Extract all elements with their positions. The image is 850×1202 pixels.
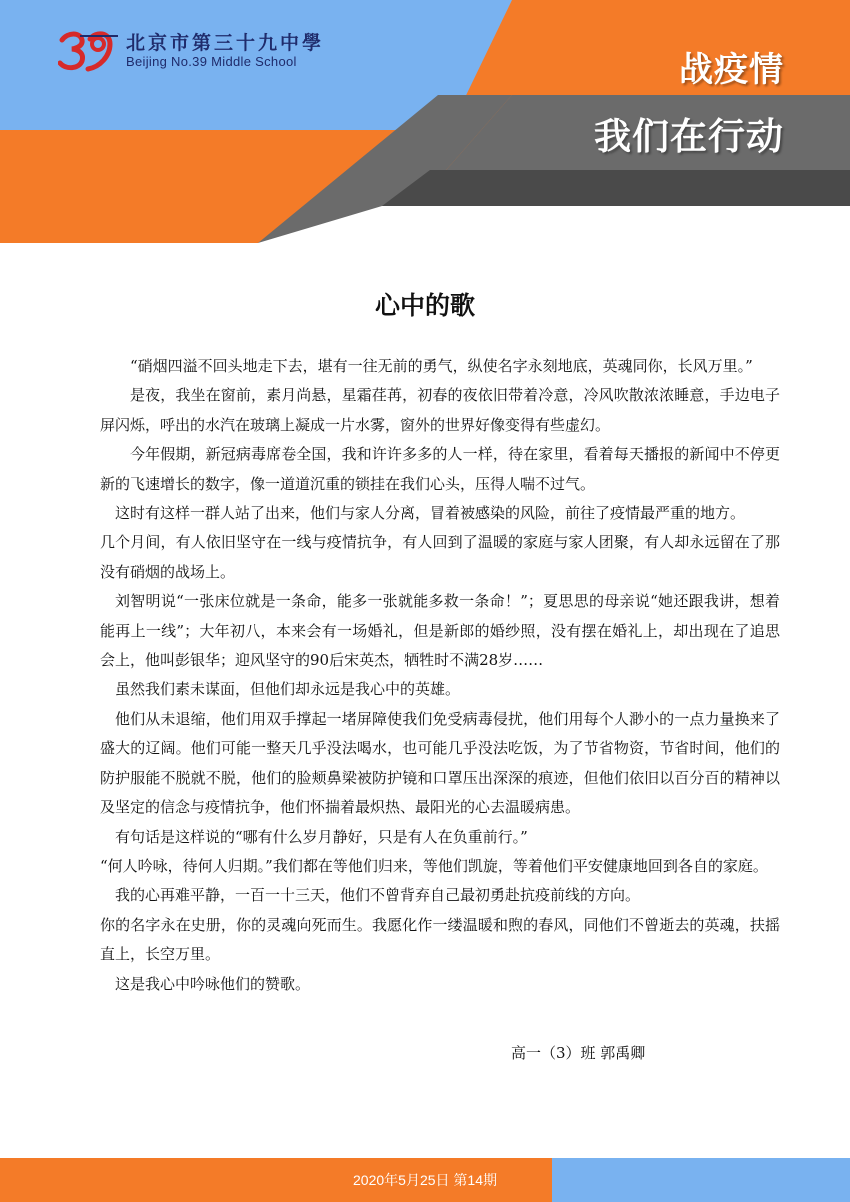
article-title: 心中的歌 bbox=[374, 291, 475, 320]
paragraph: 有句话是这样说的“哪有什么岁月静好，只是有人在负重前行。” bbox=[115, 827, 528, 846]
school-name-cn: 北京市第三十九中學 bbox=[126, 32, 325, 54]
paragraph: 是夜，我坐在窗前，素月尚悬，星霜荏苒，初春的夜依旧带着冷意，冷风吹散浓浓睡意，手边电子屏闪烁，呼出的水汽在玻璃上凝成一片水雾，窗外的世界好像变得有些虚幻。 bbox=[100, 386, 780, 434]
paragraph: 这时有这样一群人站了出来，他们与家人分离，冒着被感染的风险，前往了疫情最严重的地方。 bbox=[115, 504, 746, 523]
paragraph: 我的心再难平静，一百一十三天，他们不曾背弃自己最初勇赴抗疫前线的方向。 bbox=[115, 886, 641, 905]
school-emblem-icon bbox=[58, 30, 122, 72]
paragraph: “硝烟四溢不回头地走下去，堪有一往无前的勇气，纵使名字永刻地底，英魂同你，长风万里。” bbox=[130, 357, 753, 375]
school-name-en: Beijing No.39 Middle School bbox=[126, 54, 297, 69]
paragraph: 这是我心中吟咏他们的赞歌。 bbox=[115, 974, 311, 993]
author-signature: 高一（3）班 郭禹卿 bbox=[511, 1044, 646, 1062]
banner-title-line2: 我们在行动 bbox=[594, 115, 784, 158]
paragraph: 刘智明说“一张床位就是一条命，能多一张就能多救一条命！”；夏思思的母亲说“她还跟我讲，想着能再上一线”；大年初八，本来会有一场婚礼，但是新郎的婚纱照，没有摆在婚礼上，却出现在了追思会上，他叫彭银华；迎风坚守的90后宋英杰，牺牲时不满28岁…… bbox=[100, 592, 780, 670]
header-banner bbox=[0, 0, 850, 243]
article-body bbox=[100, 352, 780, 999]
paragraph: 虽然我们素未谋面，但他们却永远是我心中的英雄。 bbox=[115, 680, 461, 699]
paragraph: 几个月间，有人依旧坚守在一线与疫情抗争，有人回到了温暖的家庭与家人团聚，有人却永远留在了那没有硝烟的战场上。 bbox=[100, 533, 780, 581]
school-logo bbox=[58, 30, 324, 72]
header-dark-band bbox=[382, 170, 850, 206]
paragraph: “何人吟咏，待何人归期。”我们都在等他们归来，等他们凯旋，等着他们平安健康地回到各自的家庭。 bbox=[100, 856, 768, 875]
paragraph: 他们从未退缩，他们用双手撑起一堵屏障使我们免受病毒侵扰，他们用每个人渺小的一点力量换来了盛大的辽阔。他们可能一整天几乎没法喝水，也可能几乎没法吃饭，为了节省物资，节省时间，他们的防护服能不脱就不脱，他们的脸颊鼻梁被防护镜和口罩压出深深的痕迹，但他们依旧以百分百的精神以及坚定的信念与疫情抗争，他们怀揣着最炽热、最阳光的心去温暖病患。 bbox=[100, 709, 780, 817]
paragraph: 今年假期，新冠病毒席卷全国，我和许许多多的人一样，待在家里，看着每天播报的新闻中不停更新的飞速增长的数字，像一道道沉重的锁挂在我们心头，压得人喘不过气。 bbox=[100, 445, 780, 493]
issue-date: 2020年5月25日 第14期 bbox=[353, 1172, 497, 1188]
paragraph: 你的名字永在史册，你的灵魂向死而生。我愿化作一缕温暖和煦的春风，同他们不曾逝去的英魂，扶摇直上，长空万里。 bbox=[100, 915, 780, 964]
banner-title-line1: 战疫情 bbox=[679, 50, 784, 90]
